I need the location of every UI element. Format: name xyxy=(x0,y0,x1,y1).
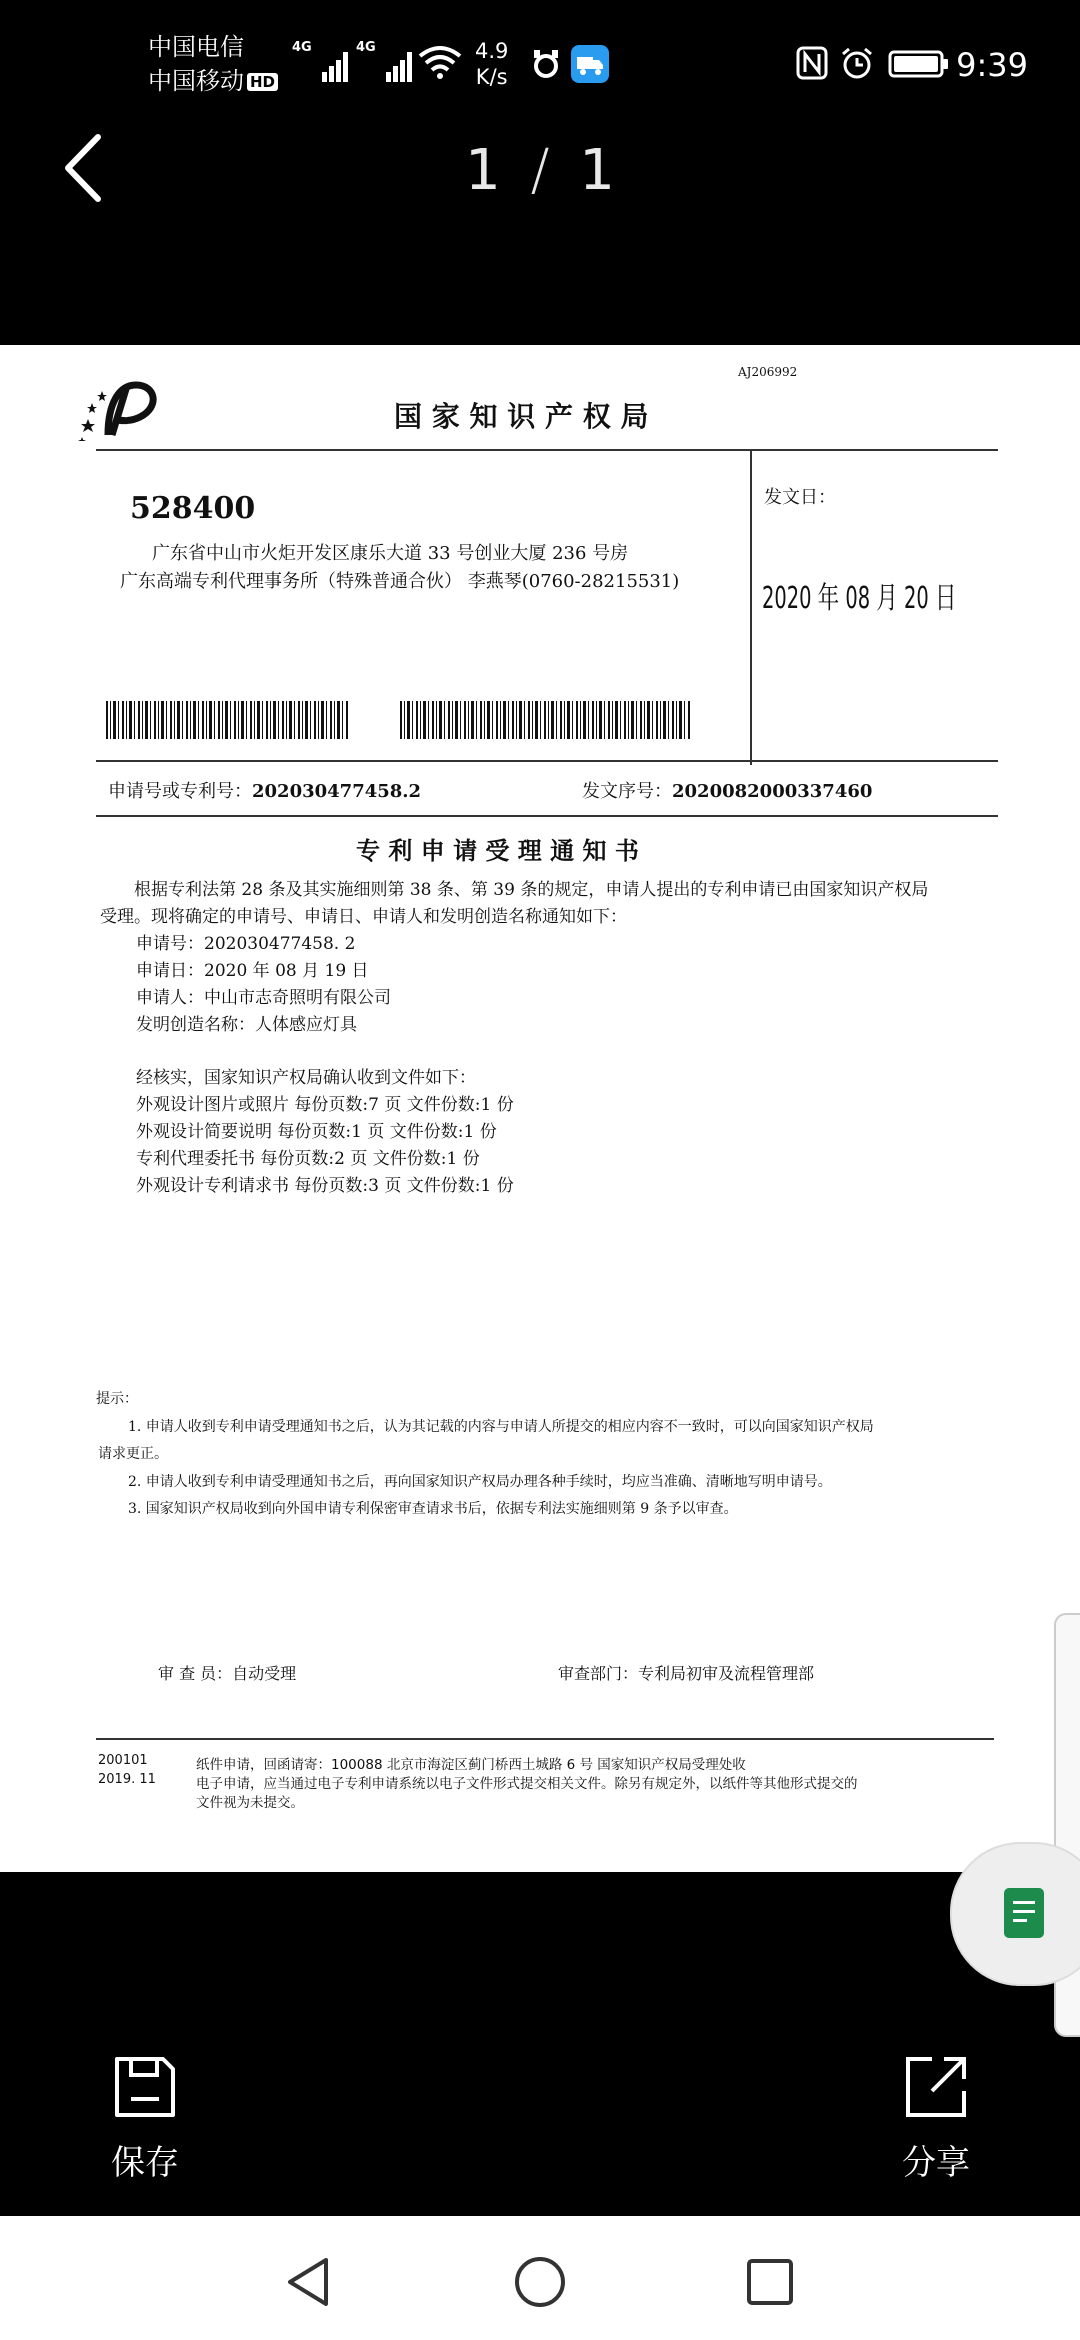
examiner: 审 查 员：自动受理 xyxy=(158,1664,297,1683)
battery-icon xyxy=(888,50,950,78)
tips-label: 提示： xyxy=(96,1391,138,1407)
footer-code: 2019. 11 xyxy=(98,1772,156,1787)
body-line-2: 受理。现将确定的申请号、申请日、申请人和发明创造名称通知如下： xyxy=(100,907,627,927)
network-type-2: 4G xyxy=(356,40,376,55)
file-item: 专利代理委托书 每份页数:2 页 文件份数:1 份 xyxy=(136,1149,480,1169)
app-no: 202030477458.2 xyxy=(252,781,422,802)
nav-home-icon[interactable] xyxy=(514,2256,566,2308)
delivery-app-icon xyxy=(571,45,609,83)
notice-title: 专 利 申 请 受 理 通 知 书 xyxy=(356,837,639,865)
nfc-icon xyxy=(796,46,828,80)
page-separator: / xyxy=(530,138,550,203)
postcode: 528400 xyxy=(130,491,256,526)
issue-date: 2020 年 08 月 20 日 xyxy=(762,581,957,616)
document-icon xyxy=(1004,1888,1044,1938)
speed-unit: K/s xyxy=(475,65,508,89)
carrier-1: 中国电信 xyxy=(148,33,244,61)
doc-code: AJ206992 xyxy=(738,365,798,379)
carrier-info xyxy=(148,30,278,98)
cnipa-logo xyxy=(78,375,160,441)
examination-department: 审查部门：专利局初审及流程管理部 xyxy=(558,1664,815,1683)
page-indicator xyxy=(0,138,1080,203)
recipient-agency: 广东高端专利代理事务所（特殊普通合伙） 李燕琴(0760-28215531) xyxy=(120,571,680,592)
network-speed xyxy=(475,38,508,90)
save-icon xyxy=(113,2055,177,2119)
status-bar xyxy=(0,0,1080,110)
footer-code: 200101 xyxy=(98,1753,148,1768)
divider xyxy=(96,815,998,817)
carrier-2: 中国移动 xyxy=(148,67,244,95)
field-application-number: 申请号：202030477458. 2 xyxy=(136,934,356,954)
barcode-right xyxy=(400,701,692,739)
network-type-1: 4G xyxy=(292,40,312,55)
divider xyxy=(96,760,998,762)
nav-back-icon[interactable] xyxy=(284,2256,332,2308)
tip-1-continued: 请求更正。 xyxy=(98,1446,168,1462)
file-item: 外观设计专利请求书 每份页数:3 页 文件份数:1 份 xyxy=(136,1176,514,1196)
footer-line: 电子申请，应当通过电子专利申请系统以电子文件形式提交相关文件。除另有规定外，以纸件等其他形式提交的 xyxy=(196,1776,858,1792)
alarm-icon xyxy=(840,46,874,80)
divider xyxy=(96,1738,994,1740)
document-page xyxy=(0,345,1080,1872)
serial-number-row xyxy=(582,777,872,803)
clock: 9:39 xyxy=(956,46,1028,84)
save-button[interactable] xyxy=(75,2055,215,2184)
tip-2: 2. 申请人收到专利申请受理通知书之后，再向国家知识产权局办理各种手续时，均应当准确、清晰地写明申请号。 xyxy=(128,1474,832,1490)
hd-badge: HD xyxy=(247,73,278,91)
field-applicant: 申请人：中山市志奇照明有限公司 xyxy=(136,988,391,1008)
application-number-row xyxy=(108,777,421,803)
body-line-1: 根据专利法第 28 条及其实施细则第 38 条、第 39 条的规定，申请人提出的专利申请已由国家知识产权局 xyxy=(134,880,929,900)
footer-line: 文件视为未提交。 xyxy=(196,1795,304,1811)
app-notification-icon xyxy=(530,48,562,80)
serial-no: 2020082000337460 xyxy=(672,781,873,802)
file-item: 外观设计简要说明 每份页数:1 页 文件份数:1 份 xyxy=(136,1122,497,1142)
app-no-label: 申请号或专利号： xyxy=(108,781,252,802)
speed-value: 4.9 xyxy=(475,39,509,63)
field-application-date: 申请日：2020 年 08 月 19 日 xyxy=(136,961,369,981)
wifi-icon xyxy=(418,44,462,80)
tip-1: 1. 申请人收到专利申请受理通知书之后，认为其记载的内容与申请人所提交的相应内容不一致时，可以向国家知识产权局 xyxy=(128,1419,874,1435)
system-navigation-bar xyxy=(0,2216,1080,2340)
page-current: 1 xyxy=(465,138,501,203)
share-icon xyxy=(904,2055,968,2119)
save-label: 保存 xyxy=(111,2143,179,2183)
page-total: 1 xyxy=(579,138,615,203)
agency-name: 国 家 知 识 产 权 局 xyxy=(394,400,649,433)
footer-line: 纸件申请，回函请寄：100088 北京市海淀区蓟门桥西土城路 6 号 国家知识产权局受理处收 xyxy=(196,1757,746,1773)
tip-3: 3. 国家知识产权局收到向外国申请专利保密审查请求书后，依据专利法实施细则第 9 条予以审查。 xyxy=(128,1501,738,1517)
divider xyxy=(96,449,998,451)
issue-date-label: 发文日： xyxy=(764,487,836,508)
barcode-left xyxy=(106,701,350,739)
serial-label: 发文序号： xyxy=(582,781,672,802)
field-invention-title: 发明创造名称：人体感应灯具 xyxy=(136,1015,357,1035)
share-button[interactable] xyxy=(866,2055,1006,2184)
document-list-button[interactable] xyxy=(950,1842,1080,1986)
recipient-address: 广东省中山市火炬开发区康乐大道 33 号创业大厦 236 号房 xyxy=(152,543,629,564)
file-item: 外观设计图片或照片 每份页数:7 页 文件份数:1 份 xyxy=(136,1095,514,1115)
nav-recents-icon[interactable] xyxy=(746,2258,794,2306)
verify-intro: 经核实，国家知识产权局确认收到文件如下： xyxy=(136,1068,476,1088)
share-label: 分享 xyxy=(902,2143,970,2183)
divider-vertical xyxy=(750,449,752,765)
